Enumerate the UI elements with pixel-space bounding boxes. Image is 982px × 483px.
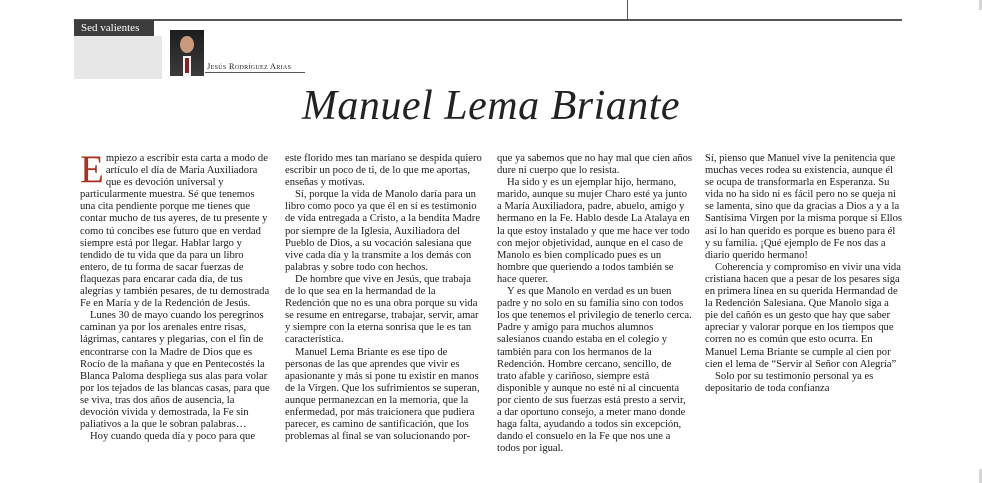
paragraph: Ha sido y es un ejemplar hijo, hermano, marido, aunque su mujer Charo esté ya junto a María Auxiliadora, padre, abuelo, amigo y hermano en la Fe. Hablo desde La Atalaya en la que estoy instalado y que me hace ver todo con mejor objetividad, aunque en el caso de Manolo es bien complicado pues es un hombre que queriendo a todos también se hace querer.: [497, 177, 690, 285]
paragraph: Y es que Manolo en verdad es un buen padre y no solo en su familia sino con todos los que tenemos el privilegio de tenerlo cerca. Padre y amigo para muchos alumnos salesianos cuando estaba en el colegio y también para con los hermanos de la Redención. Hombre cercano, sencillo, de trato afable y cariñoso, siempre está disponible y aunque no esté ni al cincuenta por ciento de sus fuerzas está presto a servir, a dar oportuno consejo, a meter mano donde haga falta, ayudando a todos sin excepción, dando el consuelo en la Fe que nos une a todos por igual.: [497, 286, 692, 455]
column-1: [80, 148, 272, 443]
paragraph: Solo por su testimonio personal ya es depositario de toda confianza: [705, 370, 874, 394]
top-column-divider: [627, 0, 628, 19]
paragraph: que ya sabemos que no hay mal que cien años dure ni cuerpo que lo resista.: [497, 153, 693, 177]
paragraph: Lunes 30 de mayo cuando los peregrinos caminan ya por los arenales entre risas, lágrimas, cantares y plegarias, con el fin de encontrarse con la Madre de Dios que es Rocío de la mañana y que en Pentecostés la Blanca Paloma despliega sus alas para volar por los tejados de las blancas casas, para que se viva, tras dos años de ausencia, la devoción vivida y demostrada, la Fe sin paliativos a la que le sobran palabras…: [80, 310, 270, 431]
drop-cap: E: [80, 148, 104, 191]
paragraph: Manuel Lema Briante es ese tipo de personas de las que aprendes que vivir es apasionante y más si pone tu existir en manos de la Virgen. Que los sufrimientos se superan, aunque permanezcan en la memoria, que la enfermedad, por más traicionera que pudiera parecer, es camino de santificación, que los problemas al final se van solucionando por-: [285, 346, 480, 443]
paragraph: Sí, pienso que Manuel vive la penitencia que muchas veces rodea su existencia, aunque él se ocupa de transformarla en Esperanza. Su vida no ha sido ni es fácil pero no se queja ni se lamenta, sino que da gracias a Dios a y a la Santísima Virgen por la misma porque si Ellos así lo han querido es porque es bueno para él y su familia. ¡Qué ejemplo de Fe nos das a diario querido hermano!: [705, 153, 902, 261]
column-2: [285, 153, 483, 443]
paragraph: Sí, porque la vida de Manolo daría para un libro como poco ya que él en sí es testimonio de vida entregada a Cristo, a la bendita Madre por siempre de la Iglesia, Auxiliadora del Pueblo de Dios, a su vocación salesiana que vive cada día y la transmite a los demás con palabras y sobre todo con hechos.: [285, 189, 481, 273]
section-tag: Sed valientes: [74, 20, 154, 36]
column-3: [497, 153, 693, 455]
author-face: [180, 36, 194, 53]
top-rule: [74, 19, 902, 21]
paragraph: Hoy cuando queda día y poco para que: [90, 431, 256, 443]
paragraph: De hombre que vive en Jesús, que trabaja de lo que sea en la hermandad de la Redención que no es una obra porque su vida se resume en entregarse, trabajar, servir, amar y siempre con la eterna sonrisa que le es tan característica.: [285, 273, 479, 346]
header-gray-box: [74, 36, 162, 79]
author-photo: [170, 30, 204, 76]
paragraph-text: mpiezo a escribir esta carta a modo de artículo el día de María Auxiliadora que es devoción universal y particularmente muestra. Sé que tenemos una cita pendiente porque me tienes que contar mucho de tus ayeres, de tu presente y como tú concibes ese futuro que en verdad siempre está por llegar. Hablar largo y tendido de tu vida que da para un libro entero, de tu forma de sacar fuerzas de flaquezas para encarar cada día, de tus alegrías y también pesares, de tu demostrada Fe en María y de la Redención de Jesús.: [80, 153, 270, 310]
paragraph: [80, 148, 272, 310]
paragraph: Coherencia y compromiso en vivir una vida cristiana hacen que a pesar de los pesares siga en primera línea en su querida Hermandad de la Redención Salesiana. Que Manolo siga a pie del cañón es un gesto que hay que saber apreciar y valorar porque en los tiempos que corren no es común que esto ocurra. En Manuel Lema Briante se cumple al cien por cien el lema de “Servir al Señor con Alegría”: [705, 261, 901, 370]
column-4: [705, 153, 903, 395]
paragraph: este florido mes tan mariano se despida quiero escribir un poco de ti, de lo que me aportas, enseñas y motivas.: [285, 153, 482, 189]
author-tie: [185, 58, 189, 73]
author-name: Jesús Rodríguez Arias: [207, 61, 292, 71]
author-rule: [205, 72, 305, 73]
article-title: Manuel Lema Briante: [301, 83, 681, 129]
